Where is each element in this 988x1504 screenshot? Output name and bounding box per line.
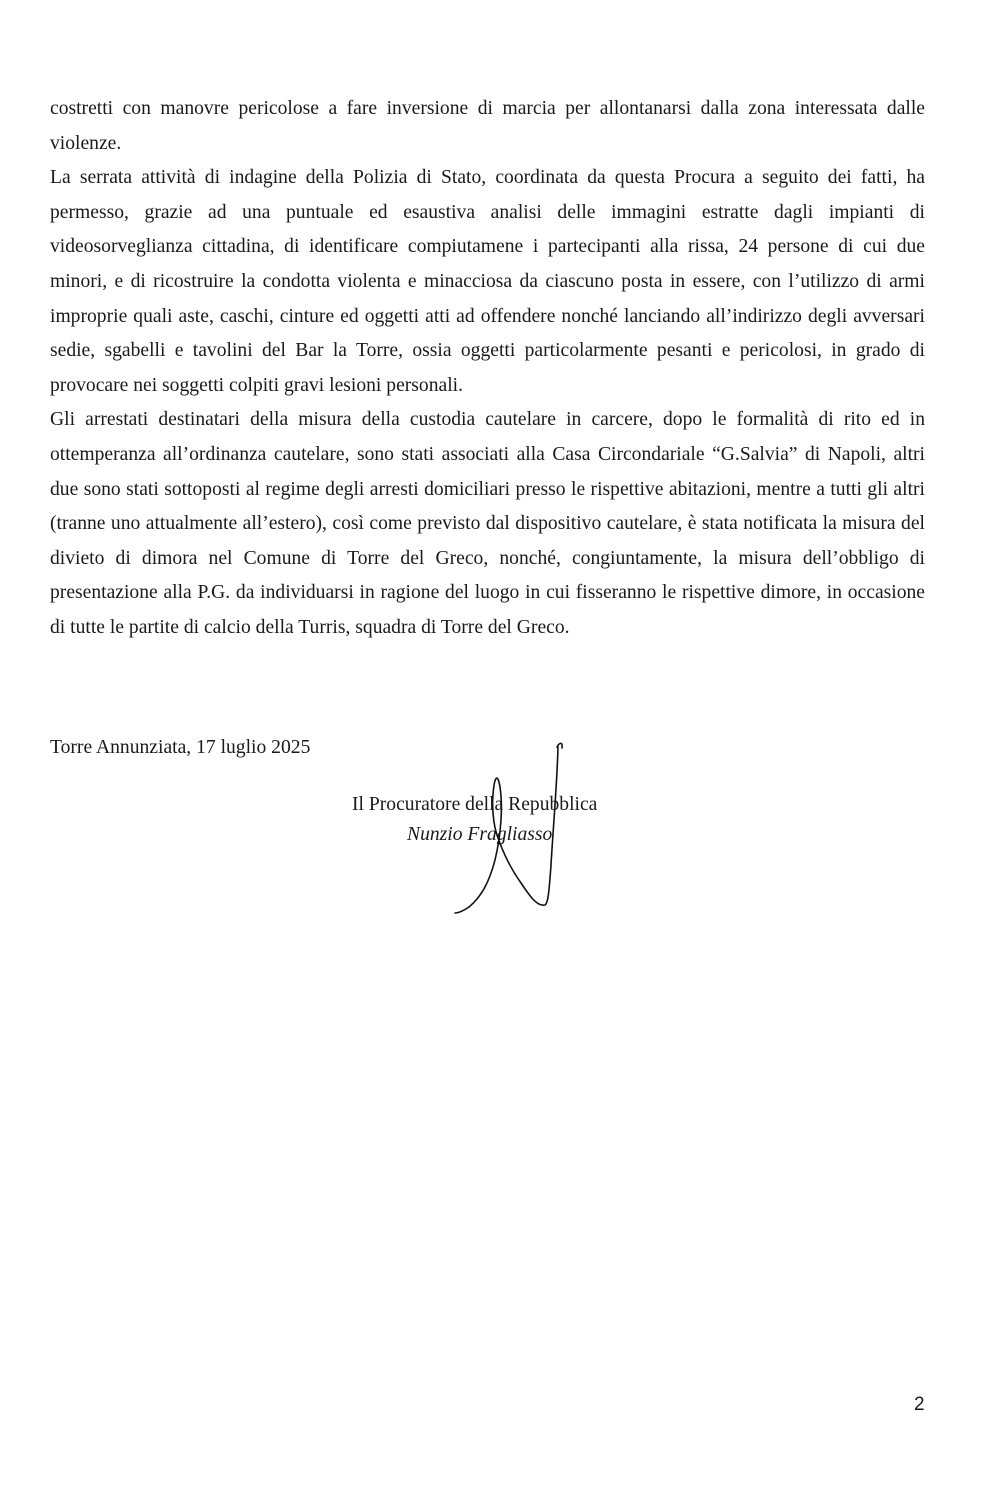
place-date: Torre Annunziata, 17 luglio 2025: [50, 737, 311, 758]
signatory-name: Nunzio Fragliasso: [407, 824, 553, 845]
paragraph-3: Gli arrestati destinatari della misura della custodia cautelare in carcere, dopo le formalità di rito ed in ottemperanza all’ordinanza cautelare, sono stati associati alla Casa Circondariale “G.Salvia” di Napoli, altri due sono stati sottoposti al regime degli arresti domiciliari presso le rispettive abitazioni, mentre a tutti gli altri (tranne uno attualmente all’estero), così come previsto dal dispositivo cautelare, è stata notificata la misura del divieto di dimora nel Comune di Torre del Greco, nonché, congiuntamente, la misura dell’obbligo di presentazione alla P.G. da individuarsi in ragione del luogo in cui fisseranno le rispettive dimore, in occasione di tutte le partite di calcio della Turris, squadra di Torre del Greco.: [50, 409, 925, 638]
paragraph-1: costretti con manovre pericolose a fare inversione di marcia per allontanarsi dalla zona interessata dalle violenze.: [50, 98, 925, 154]
signatory-title: Il Procuratore della Repubblica: [352, 794, 598, 815]
paragraph-2: La serrata attività di indagine della Polizia di Stato, coordinata da questa Procura a seguito dei fatti, ha permesso, grazie ad una puntuale ed esaustiva analisi delle immagini estratte dagli impianti di videosorveglianza cittadina, di identificare compiutamene i partecipanti alla rissa, 24 persone di cui due minori, e di ricostruire la condotta violenta e minacciosa da ciascuno posta in essere, con l’utilizzo di armi improprie quali aste, caschi, cinture ed oggetti atti ad offendere nonché lanciando all’indirizzo degli avversari sedie, sgabelli e tavolini del Bar la Torre, ossia oggetti particolarmente pesanti e pericolosi, in grado di provocare nei soggetti colpiti gravi lesioni personali.: [50, 167, 925, 396]
body-text: [50, 92, 925, 646]
page-number: 2: [914, 1394, 925, 1415]
handwritten-signature: [445, 735, 585, 920]
